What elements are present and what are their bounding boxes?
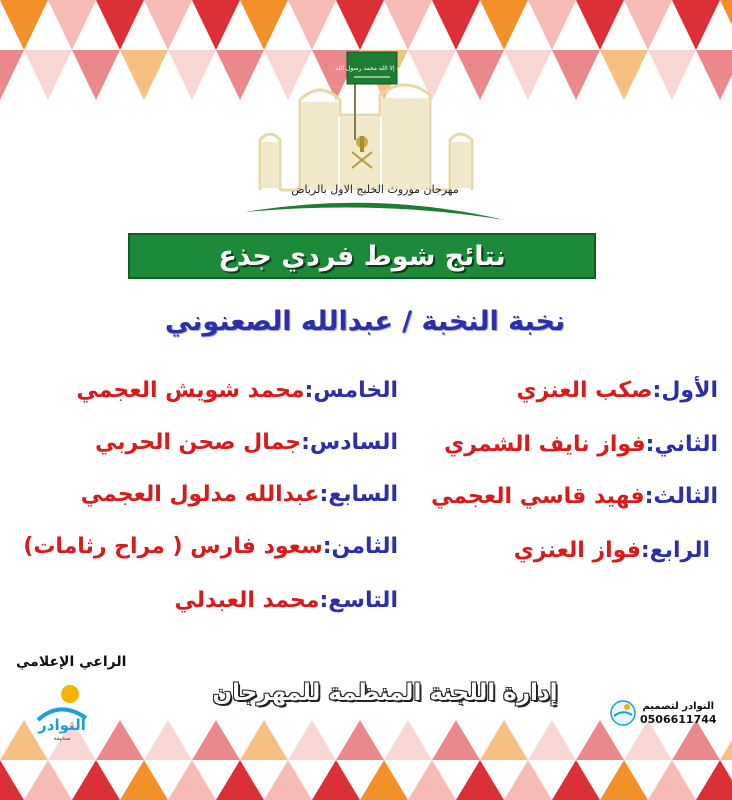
results-title-banner [128, 233, 596, 279]
design-credit [640, 700, 717, 726]
decor-triangle [144, 720, 192, 760]
decor-triangle [384, 720, 432, 760]
winner-name: فواز العنزي [513, 538, 641, 563]
winner-name: صكب العنزي [516, 378, 653, 403]
result-row: الثامن:سعود فارس ( مراح رثامات) [23, 534, 398, 559]
decor-triangle [408, 760, 456, 800]
decor-triangle [120, 50, 168, 100]
decor-triangle [624, 720, 672, 760]
decor-triangle [648, 760, 696, 800]
decor-triangle [576, 720, 624, 760]
bottom-triangle-pattern [0, 720, 732, 800]
rank-label: الأول [661, 378, 718, 403]
decor-triangle [600, 50, 648, 100]
decor-triangle [528, 0, 576, 50]
rank-label: الثامن [331, 534, 398, 559]
design-credit-label: النوادر لتصميم [642, 701, 715, 712]
nawader-logo-text: النوادر [38, 716, 86, 734]
decor-triangle [672, 720, 720, 760]
decor-triangle [456, 760, 504, 800]
designer-logo-icon [608, 700, 638, 726]
decor-triangle [432, 720, 480, 760]
nawader-logo [30, 680, 94, 744]
decor-triangle [552, 760, 600, 800]
rank-label: التاسع [328, 588, 398, 613]
winner-name: محمد العبدلي [174, 588, 320, 613]
result-row: التاسع:محمد العبدلي [174, 588, 398, 613]
decor-triangle [360, 760, 408, 800]
decor-triangle [552, 50, 600, 100]
decor-triangle [528, 720, 576, 760]
decor-triangle [600, 760, 648, 800]
organizing-committee: إدارة اللجنة المنظمة للمهرجان [212, 680, 558, 706]
decor-triangle [144, 0, 192, 50]
decor-triangle [504, 50, 552, 100]
rank-label: الثالث [653, 484, 718, 509]
winner-name: فواز نايف الشمري [444, 432, 646, 457]
decor-triangle [264, 760, 312, 800]
decor-triangle [48, 0, 96, 50]
decor-triangle [648, 50, 696, 100]
results-title: نتائج شوط فردي جذع [218, 240, 506, 272]
rank-label: الرابع [649, 538, 710, 563]
winner-name: عبدالله مدلول العجمي [80, 482, 320, 507]
result-row: الخامس:محمد شويش العجمي [76, 378, 398, 403]
decor-triangle [288, 720, 336, 760]
winner-name: سعود فارس ( مراح رثامات) [23, 534, 323, 559]
rank-label: الخامس [313, 378, 398, 403]
decor-triangle [576, 0, 624, 50]
decor-triangle [120, 760, 168, 800]
result-row: السابع:عبدالله مدلول العجمي [80, 482, 398, 507]
result-row: الثاني:فواز نايف الشمري [444, 432, 718, 457]
decor-triangle [720, 0, 732, 50]
decor-triangle [312, 760, 360, 800]
nawader-logo-subtext: صحيفة [53, 735, 71, 742]
decor-triangle [672, 0, 720, 50]
decor-triangle [720, 720, 732, 760]
decor-triangle [0, 50, 24, 100]
elite-winner: نخبة النخبة / عبدالله الصعنوني [164, 306, 566, 337]
decor-triangle [696, 50, 732, 100]
decor-triangle [480, 720, 528, 760]
logo-caption: مهرجان موروث الخليج الاول بالرياض [291, 183, 459, 196]
design-credit-phone: 0506611744 [640, 713, 717, 726]
rank-label: السابع [328, 482, 398, 507]
result-row: الرابع:فواز العنزي [513, 538, 710, 563]
decor-triangle [696, 760, 732, 800]
decor-triangle [96, 0, 144, 50]
decor-triangle [240, 720, 288, 760]
decor-triangle [24, 760, 72, 800]
festival-logo [240, 40, 510, 225]
decor-triangle [192, 720, 240, 760]
decor-triangle [336, 720, 384, 760]
decor-triangle [216, 760, 264, 800]
decor-triangle [192, 0, 240, 50]
result-row: السادس:جمال صحن الحربي [95, 430, 398, 455]
rank-label: السادس [309, 430, 398, 455]
decor-triangle [0, 760, 24, 800]
decor-triangle [0, 0, 48, 50]
decor-triangle [168, 50, 216, 100]
winner-name: جمال صحن الحربي [95, 430, 302, 455]
decor-triangle [24, 50, 72, 100]
decor-triangle [624, 0, 672, 50]
rank-label: الثاني [654, 432, 718, 457]
decor-triangle [504, 760, 552, 800]
flag-text: لا إله إلا الله محمد رسول الله [335, 65, 409, 72]
result-row: الأول:صكب العنزي [516, 378, 718, 403]
result-row: الثالث:فهيد قاسي العجمي [431, 484, 718, 509]
decor-triangle [96, 720, 144, 760]
media-sponsor-label: الراعي الإعلامي [16, 654, 127, 670]
decor-triangle [72, 760, 120, 800]
decor-triangle [72, 50, 120, 100]
winner-name: فهيد قاسي العجمي [431, 484, 645, 509]
winner-name: محمد شويش العجمي [76, 378, 305, 403]
decor-triangle [168, 760, 216, 800]
